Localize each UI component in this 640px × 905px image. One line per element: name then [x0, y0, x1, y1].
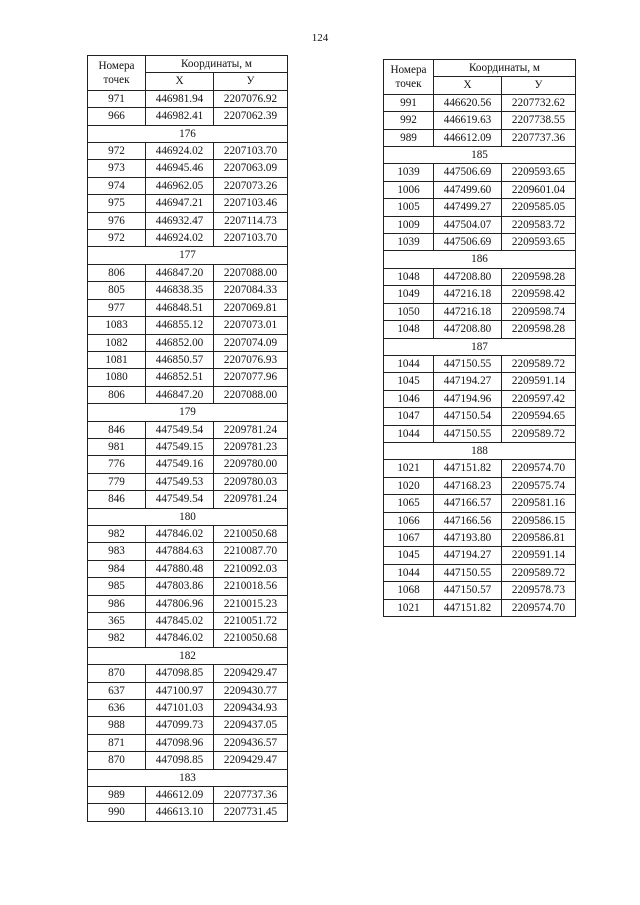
y-coordinate-cell: 2209593.65: [502, 234, 576, 251]
table-row: [384, 390, 576, 407]
table-row: [384, 495, 576, 512]
point-number-cell: 1067: [384, 529, 434, 546]
y-coordinate-cell: 2209601.04: [502, 181, 576, 198]
y-coordinate-cell: 2207103.46: [214, 195, 288, 212]
table-row: [384, 425, 576, 442]
x-coordinate-cell: 446852.00: [146, 334, 214, 351]
x-coordinate-cell: 447216.18: [434, 303, 502, 320]
y-coordinate-cell: 2209780.03: [214, 473, 288, 490]
y-coordinate-cell: 2209589.72: [502, 355, 576, 372]
point-number-cell: 990: [88, 804, 146, 821]
y-coordinate-cell: 2207074.09: [214, 334, 288, 351]
x-coordinate-cell: 447506.69: [434, 164, 502, 181]
y-column-header: У: [214, 73, 288, 90]
points-header-line1: Номера: [390, 63, 427, 76]
x-coordinate-cell: 446924.02: [146, 230, 214, 247]
y-coordinate-cell: 2207114.73: [214, 212, 288, 229]
y-coordinate-cell: 2207062.39: [214, 108, 288, 125]
table-row: [88, 195, 288, 212]
table-row: [88, 525, 288, 542]
y-coordinate-cell: 2207084.33: [214, 282, 288, 299]
point-number-cell: 1020: [384, 477, 434, 494]
point-number-cell: 1005: [384, 199, 434, 216]
y-coordinate-cell: 2209585.05: [502, 199, 576, 216]
point-number-cell: 983: [88, 543, 146, 560]
point-number-cell: 1081: [88, 351, 146, 368]
x-coordinate-cell: 447151.82: [434, 599, 502, 616]
y-coordinate-cell: 2209597.42: [502, 390, 576, 407]
point-number-cell: 981: [88, 438, 146, 455]
point-number-cell: 1021: [384, 599, 434, 616]
coordinates-table-left-body: [88, 90, 288, 821]
x-coordinate-cell: 446947.21: [146, 195, 214, 212]
contour-group-row: [88, 247, 288, 264]
contour-number: 183: [88, 769, 288, 786]
points-column-header: [384, 60, 434, 95]
x-coordinate-cell: 447150.55: [434, 425, 502, 442]
x-coordinate-cell: 446612.09: [146, 787, 214, 804]
point-number-cell: 365: [88, 613, 146, 630]
y-coordinate-cell: 2210018.56: [214, 578, 288, 595]
contour-group-row: [88, 769, 288, 786]
point-number-cell: 846: [88, 421, 146, 438]
x-coordinate-cell: 446613.10: [146, 804, 214, 821]
table-row: [88, 630, 288, 647]
y-coordinate-cell: 2207063.09: [214, 160, 288, 177]
point-number-cell: 1082: [88, 334, 146, 351]
contour-group-row: [384, 338, 576, 355]
table-row: [88, 473, 288, 490]
y-coordinate-cell: 2209586.81: [502, 529, 576, 546]
y-coordinate-cell: 2209437.05: [214, 717, 288, 734]
table-row: [88, 108, 288, 125]
x-coordinate-cell: 447504.07: [434, 216, 502, 233]
x-coordinate-cell: 447506.69: [434, 234, 502, 251]
point-number-cell: 1045: [384, 373, 434, 390]
y-coordinate-cell: 2209586.15: [502, 512, 576, 529]
point-number-cell: 1049: [384, 286, 434, 303]
contour-number: 186: [384, 251, 576, 268]
table-row: [384, 181, 576, 198]
y-coordinate-cell: 2207737.36: [214, 787, 288, 804]
table-row: [88, 700, 288, 717]
x-coordinate-cell: 446619.63: [434, 112, 502, 129]
table-row: [384, 286, 576, 303]
x-coordinate-cell: 447803.86: [146, 578, 214, 595]
contour-number: 176: [88, 125, 288, 142]
x-coordinate-cell: 447166.56: [434, 512, 502, 529]
y-coordinate-cell: 2209575.74: [502, 477, 576, 494]
contour-number: 180: [88, 508, 288, 525]
contour-number: 188: [384, 442, 576, 459]
y-coordinate-cell: 2207738.55: [502, 112, 576, 129]
point-number-cell: 976: [88, 212, 146, 229]
y-coordinate-cell: 2209589.72: [502, 564, 576, 581]
x-coordinate-cell: 447549.54: [146, 421, 214, 438]
x-coordinate-cell: 447499.27: [434, 199, 502, 216]
table-row: [384, 94, 576, 111]
table-row: [88, 160, 288, 177]
y-coordinate-cell: 2207732.62: [502, 94, 576, 111]
table-row: [88, 682, 288, 699]
x-coordinate-cell: 446850.57: [146, 351, 214, 368]
contour-number: 185: [384, 147, 576, 164]
y-coordinate-cell: 2209591.14: [502, 373, 576, 390]
y-coordinate-cell: 2210050.68: [214, 525, 288, 542]
contour-group-row: [88, 508, 288, 525]
table-row: [88, 177, 288, 194]
table-row: [88, 717, 288, 734]
table-row: [384, 216, 576, 233]
x-coordinate-cell: 447208.80: [434, 321, 502, 338]
table-row: [384, 460, 576, 477]
point-number-cell: 992: [384, 112, 434, 129]
point-number-cell: 972: [88, 230, 146, 247]
x-coordinate-cell: 447099.73: [146, 717, 214, 734]
x-coordinate-cell: 447166.57: [434, 495, 502, 512]
contour-group-row: [384, 442, 576, 459]
points-header-line2: точек: [103, 73, 130, 86]
x-coordinate-cell: 446852.51: [146, 369, 214, 386]
point-number-cell: 1009: [384, 216, 434, 233]
point-number-cell: 806: [88, 386, 146, 403]
point-number-cell: 974: [88, 177, 146, 194]
x-coordinate-cell: 447194.96: [434, 390, 502, 407]
table-row: [384, 599, 576, 616]
table-row: [88, 143, 288, 160]
table-row: [88, 804, 288, 821]
y-coordinate-cell: 2207077.96: [214, 369, 288, 386]
table-row: [384, 303, 576, 320]
x-coordinate-cell: 446982.41: [146, 108, 214, 125]
contour-group-row: [384, 251, 576, 268]
point-number-cell: 1048: [384, 268, 434, 285]
y-coordinate-cell: 2209593.65: [502, 164, 576, 181]
point-number-cell: 1083: [88, 317, 146, 334]
table-row: [88, 317, 288, 334]
table-row: [88, 369, 288, 386]
table-row: [88, 456, 288, 473]
x-coordinate-cell: 447884.63: [146, 543, 214, 560]
table-row: [88, 578, 288, 595]
table-row: [88, 299, 288, 316]
x-coordinate-cell: 446945.46: [146, 160, 214, 177]
points-column-header: [88, 56, 146, 91]
y-coordinate-cell: 2207073.01: [214, 317, 288, 334]
x-coordinate-cell: 447208.80: [434, 268, 502, 285]
y-coordinate-cell: 2209429.47: [214, 752, 288, 769]
contour-group-row: [88, 125, 288, 142]
point-number-cell: 1080: [88, 369, 146, 386]
x-coordinate-cell: 446848.51: [146, 299, 214, 316]
point-number-cell: 984: [88, 560, 146, 577]
coordinates-table-left: [87, 55, 288, 822]
table-row: [88, 351, 288, 368]
table-row: [384, 321, 576, 338]
point-number-cell: 1066: [384, 512, 434, 529]
point-number-cell: 972: [88, 143, 146, 160]
point-number-cell: 870: [88, 752, 146, 769]
point-number-cell: 806: [88, 264, 146, 281]
table-row: [384, 564, 576, 581]
y-coordinate-cell: 2209598.74: [502, 303, 576, 320]
table-row: [384, 112, 576, 129]
x-coordinate-cell: 447150.55: [434, 355, 502, 372]
points-header-line2: точек: [395, 77, 422, 90]
y-coordinate-cell: 2209598.42: [502, 286, 576, 303]
point-number-cell: 1050: [384, 303, 434, 320]
y-coordinate-cell: 2207103.70: [214, 230, 288, 247]
table-row: [88, 560, 288, 577]
point-number-cell: 1044: [384, 564, 434, 581]
contour-group-row: [384, 147, 576, 164]
y-coordinate-cell: 2209598.28: [502, 321, 576, 338]
x-coordinate-cell: 447549.16: [146, 456, 214, 473]
x-coordinate-cell: 447150.55: [434, 564, 502, 581]
coordinates-header: Координаты, м: [146, 56, 288, 73]
table-row: [88, 543, 288, 560]
x-coordinate-cell: 447194.27: [434, 547, 502, 564]
table-row: [384, 547, 576, 564]
contour-group-row: [88, 647, 288, 664]
y-coordinate-cell: 2207737.36: [502, 129, 576, 146]
point-number-cell: 1065: [384, 495, 434, 512]
y-column-header: У: [502, 77, 576, 94]
point-number-cell: 1044: [384, 355, 434, 372]
table-row: [88, 665, 288, 682]
point-number-cell: 846: [88, 491, 146, 508]
y-coordinate-cell: 2207073.26: [214, 177, 288, 194]
table-row: [384, 529, 576, 546]
table-row: [384, 355, 576, 372]
y-coordinate-cell: 2207076.93: [214, 351, 288, 368]
x-coordinate-cell: 447845.02: [146, 613, 214, 630]
x-coordinate-cell: 447846.02: [146, 525, 214, 542]
point-number-cell: 1048: [384, 321, 434, 338]
coordinates-table-right: [383, 59, 576, 617]
x-coordinate-cell: 447193.80: [434, 529, 502, 546]
x-coordinate-cell: 446847.20: [146, 264, 214, 281]
x-coordinate-cell: 447098.85: [146, 665, 214, 682]
point-number-cell: 1068: [384, 582, 434, 599]
x-coordinate-cell: 446612.09: [434, 129, 502, 146]
point-number-cell: 1039: [384, 234, 434, 251]
table-row: [88, 787, 288, 804]
table-row: [384, 512, 576, 529]
table-row: [88, 595, 288, 612]
point-number-cell: 988: [88, 717, 146, 734]
table-row: [88, 613, 288, 630]
table-row: [384, 164, 576, 181]
point-number-cell: 989: [384, 129, 434, 146]
point-number-cell: 982: [88, 525, 146, 542]
x-coordinate-cell: 447194.27: [434, 373, 502, 390]
table-row: [384, 268, 576, 285]
point-number-cell: 986: [88, 595, 146, 612]
table-row: [88, 334, 288, 351]
y-coordinate-cell: 2209578.73: [502, 582, 576, 599]
table-row: [88, 734, 288, 751]
x-coordinate-cell: 447216.18: [434, 286, 502, 303]
table-row: [384, 408, 576, 425]
table-row: [88, 491, 288, 508]
point-number-cell: 966: [88, 108, 146, 125]
y-coordinate-cell: 2209574.70: [502, 599, 576, 616]
x-coordinate-cell: 446924.02: [146, 143, 214, 160]
points-header-line1: Номера: [98, 59, 135, 72]
y-coordinate-cell: 2209436.57: [214, 734, 288, 751]
point-number-cell: 985: [88, 578, 146, 595]
x-coordinate-cell: 447549.15: [146, 438, 214, 455]
contour-number: 179: [88, 404, 288, 421]
y-coordinate-cell: 2209429.47: [214, 665, 288, 682]
point-number-cell: 971: [88, 90, 146, 107]
x-coordinate-cell: 447101.03: [146, 700, 214, 717]
point-number-cell: 1046: [384, 390, 434, 407]
point-number-cell: 871: [88, 734, 146, 751]
x-coordinate-cell: 447098.96: [146, 734, 214, 751]
contour-number: 177: [88, 247, 288, 264]
point-number-cell: 1021: [384, 460, 434, 477]
y-coordinate-cell: 2209780.00: [214, 456, 288, 473]
table-row: [384, 373, 576, 390]
table-row: [384, 199, 576, 216]
x-coordinate-cell: 447880.48: [146, 560, 214, 577]
contour-group-row: [88, 404, 288, 421]
x-coordinate-cell: 447150.57: [434, 582, 502, 599]
table-row: [88, 438, 288, 455]
y-coordinate-cell: 2209781.24: [214, 491, 288, 508]
point-number-cell: 991: [384, 94, 434, 111]
point-number-cell: 1006: [384, 181, 434, 198]
point-number-cell: 1047: [384, 408, 434, 425]
x-coordinate-cell: 447549.54: [146, 491, 214, 508]
point-number-cell: 805: [88, 282, 146, 299]
x-column-header: X: [434, 77, 502, 94]
y-coordinate-cell: 2209583.72: [502, 216, 576, 233]
y-coordinate-cell: 2210015.23: [214, 595, 288, 612]
contour-number: 187: [384, 338, 576, 355]
y-coordinate-cell: 2209589.72: [502, 425, 576, 442]
y-coordinate-cell: 2210092.03: [214, 560, 288, 577]
x-coordinate-cell: 447098.85: [146, 752, 214, 769]
x-coordinate-cell: 447150.54: [434, 408, 502, 425]
point-number-cell: 870: [88, 665, 146, 682]
x-coordinate-cell: 446620.56: [434, 94, 502, 111]
x-coordinate-cell: 446838.35: [146, 282, 214, 299]
table-row: [88, 386, 288, 403]
point-number-cell: 982: [88, 630, 146, 647]
point-number-cell: 977: [88, 299, 146, 316]
table-row: [88, 264, 288, 281]
point-number-cell: 989: [88, 787, 146, 804]
y-coordinate-cell: 2207731.45: [214, 804, 288, 821]
point-number-cell: 779: [88, 473, 146, 490]
table-row: [88, 752, 288, 769]
y-coordinate-cell: 2209781.23: [214, 438, 288, 455]
x-coordinate-cell: 446855.12: [146, 317, 214, 334]
y-coordinate-cell: 2210051.72: [214, 613, 288, 630]
x-coordinate-cell: 446981.94: [146, 90, 214, 107]
y-coordinate-cell: 2209430.77: [214, 682, 288, 699]
y-coordinate-cell: 2209781.24: [214, 421, 288, 438]
y-coordinate-cell: 2207088.00: [214, 264, 288, 281]
table-row: [384, 234, 576, 251]
y-coordinate-cell: 2209591.14: [502, 547, 576, 564]
coordinates-table-right-body: [384, 94, 576, 616]
table-row: [88, 212, 288, 229]
y-coordinate-cell: 2209598.28: [502, 268, 576, 285]
table-row: [88, 421, 288, 438]
y-coordinate-cell: 2207069.81: [214, 299, 288, 316]
x-coordinate-cell: 447168.23: [434, 477, 502, 494]
table-row: [88, 282, 288, 299]
table-row: [384, 129, 576, 146]
y-coordinate-cell: 2209594.65: [502, 408, 576, 425]
contour-number: 182: [88, 647, 288, 664]
y-coordinate-cell: 2207076.92: [214, 90, 288, 107]
point-number-cell: 975: [88, 195, 146, 212]
x-coordinate-cell: 446962.05: [146, 177, 214, 194]
x-coordinate-cell: 447846.02: [146, 630, 214, 647]
point-number-cell: 1045: [384, 547, 434, 564]
x-coordinate-cell: 447806.96: [146, 595, 214, 612]
x-column-header: X: [146, 73, 214, 90]
table-row: [384, 477, 576, 494]
y-coordinate-cell: 2210050.68: [214, 630, 288, 647]
point-number-cell: 776: [88, 456, 146, 473]
y-coordinate-cell: 2209574.70: [502, 460, 576, 477]
x-coordinate-cell: 447100.97: [146, 682, 214, 699]
point-number-cell: 637: [88, 682, 146, 699]
y-coordinate-cell: 2209434.93: [214, 700, 288, 717]
y-coordinate-cell: 2210087.70: [214, 543, 288, 560]
y-coordinate-cell: 2209581.16: [502, 495, 576, 512]
coordinates-header: Координаты, м: [434, 60, 576, 77]
x-coordinate-cell: 447549.53: [146, 473, 214, 490]
x-coordinate-cell: 447151.82: [434, 460, 502, 477]
table-row: [88, 90, 288, 107]
y-coordinate-cell: 2207103.70: [214, 143, 288, 160]
page-number: 124: [311, 32, 329, 44]
point-number-cell: 1039: [384, 164, 434, 181]
y-coordinate-cell: 2207088.00: [214, 386, 288, 403]
point-number-cell: 636: [88, 700, 146, 717]
point-number-cell: 1044: [384, 425, 434, 442]
point-number-cell: 973: [88, 160, 146, 177]
x-coordinate-cell: 447499.60: [434, 181, 502, 198]
x-coordinate-cell: 446932.47: [146, 212, 214, 229]
table-row: [88, 230, 288, 247]
x-coordinate-cell: 446847.20: [146, 386, 214, 403]
table-row: [384, 582, 576, 599]
